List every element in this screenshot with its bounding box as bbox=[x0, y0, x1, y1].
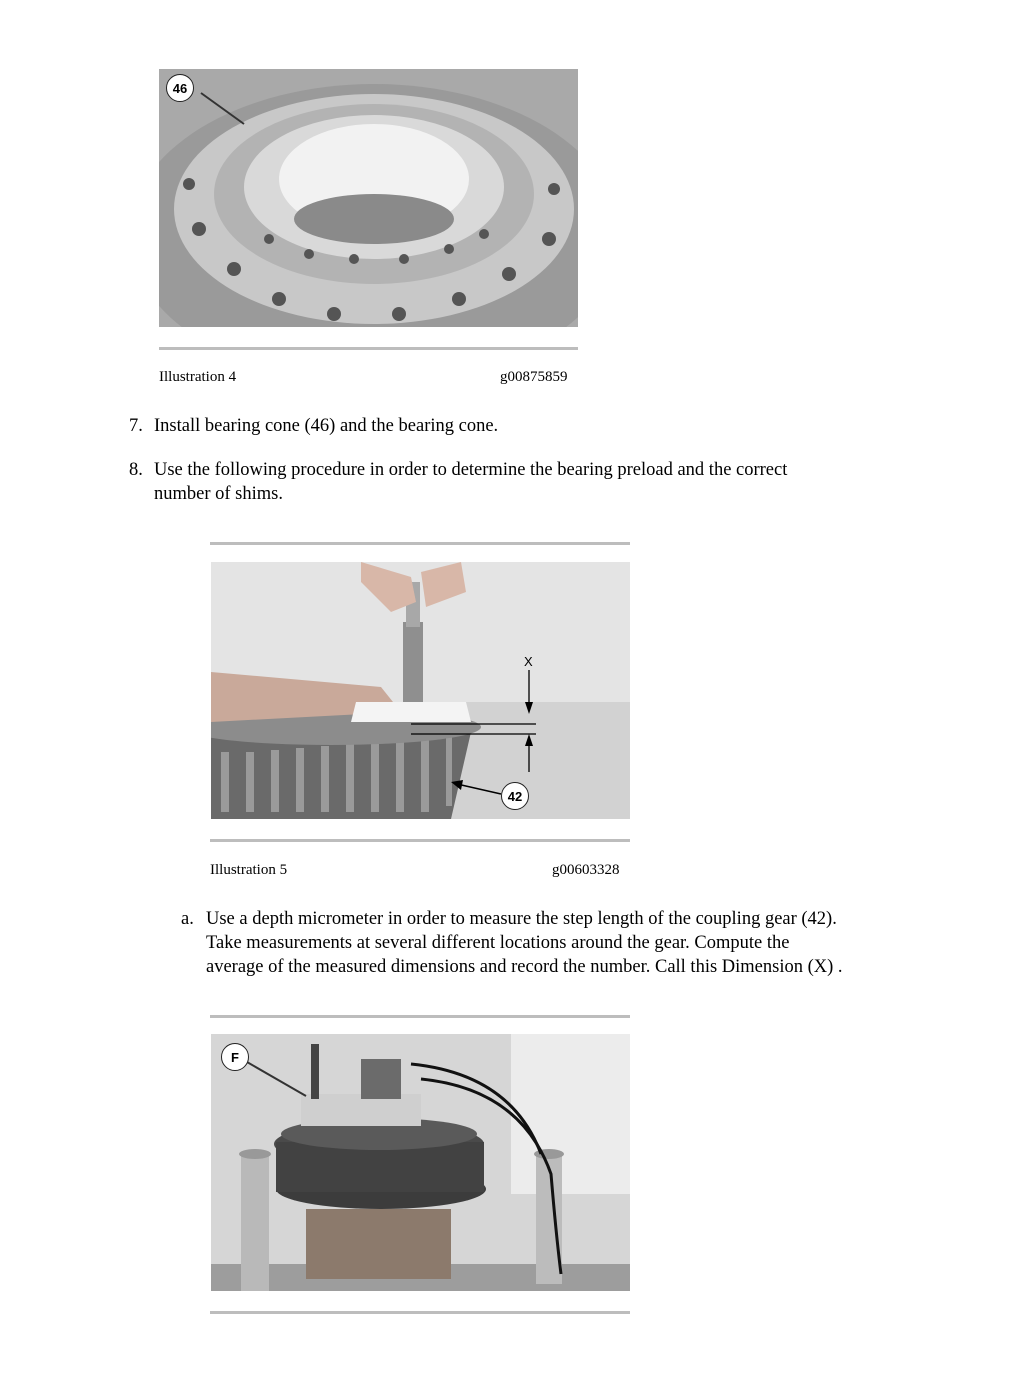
illustration-4-photo bbox=[159, 69, 578, 327]
micrometer-gear-image bbox=[211, 562, 630, 819]
substep-a-line-2: Take measurements at several different locations around the gear. Compute the bbox=[206, 933, 790, 953]
substep-a-line-1: Use a depth micrometer in order to measure the step length of the coupling gear (42). bbox=[206, 909, 837, 929]
callout-46: 46 bbox=[166, 74, 194, 102]
illustration-5-photo bbox=[211, 562, 630, 819]
step-8 bbox=[129, 458, 949, 506]
bearing-ring-image bbox=[159, 69, 578, 327]
substep-a-line-3: average of the measured dimensions and record the number. Call this Dimension (X) . bbox=[206, 957, 843, 977]
step-7-number: 7. bbox=[129, 416, 143, 436]
illustration-4-label: Illustration 4 bbox=[159, 369, 237, 385]
step-7 bbox=[129, 414, 929, 438]
illustration-4-code: g00875859 bbox=[500, 369, 568, 385]
illustration-5-code: g00603328 bbox=[552, 862, 620, 878]
step-8-line-1: Use the following procedure in order to determine the bearing preload and the correct bbox=[154, 460, 788, 480]
step-8-line-2: number of shims. bbox=[154, 484, 283, 504]
callout-f: F bbox=[221, 1043, 249, 1071]
callout-42: 42 bbox=[501, 782, 529, 810]
illustration-6-photo bbox=[211, 1034, 630, 1291]
substep-a-letter: a. bbox=[181, 909, 194, 929]
dimension-x-label: X bbox=[524, 654, 533, 669]
step-8-number: 8. bbox=[129, 460, 143, 480]
illustration-5-bottom-rule bbox=[210, 839, 630, 842]
press-fixture-image bbox=[211, 1034, 630, 1291]
illustration-5-top-rule bbox=[210, 542, 630, 545]
illustration-4-rule bbox=[159, 347, 578, 350]
step-7-text: Install bearing cone (46) and the bearing cone. bbox=[154, 416, 499, 436]
substep-a bbox=[181, 907, 981, 979]
illustration-6-bottom-rule bbox=[210, 1311, 630, 1314]
illustration-5-label: Illustration 5 bbox=[210, 862, 288, 878]
illustration-6-top-rule bbox=[210, 1015, 630, 1018]
